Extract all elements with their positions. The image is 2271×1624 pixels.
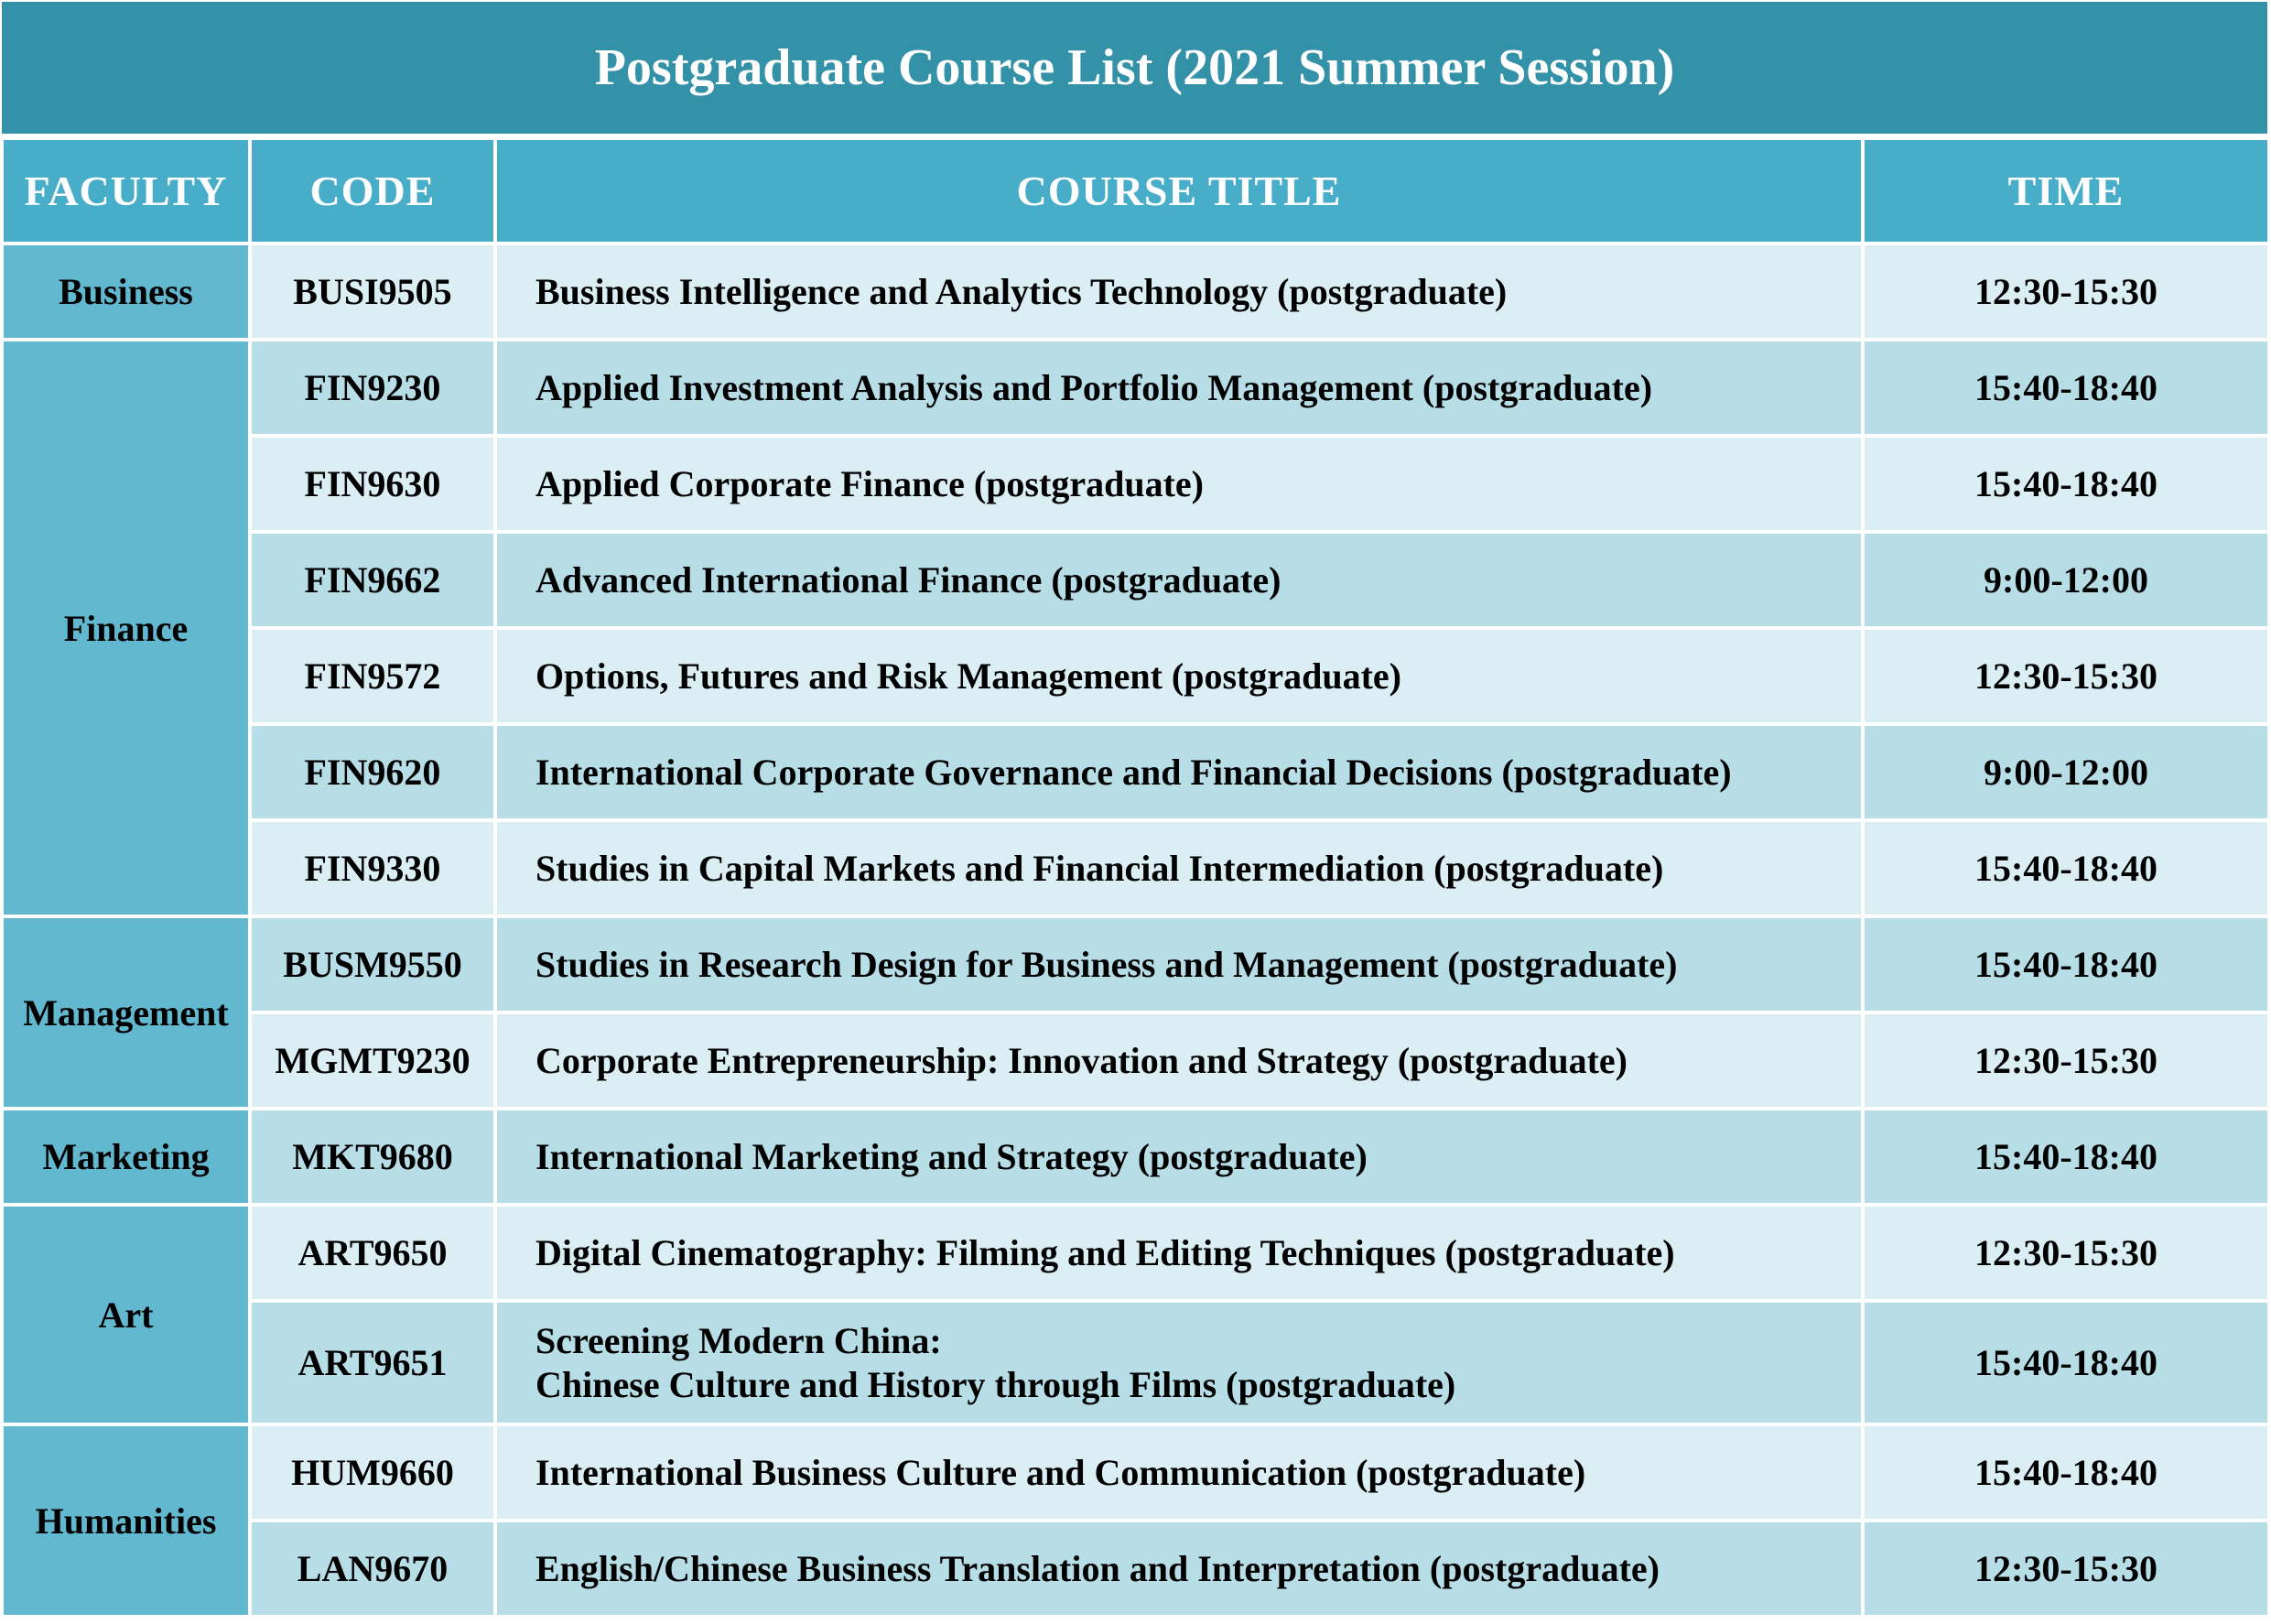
course-time: 15:40-18:40: [1865, 438, 2267, 530]
course-code: FIN9230: [252, 341, 493, 434]
course-time: 9:00-12:00: [1865, 534, 2267, 626]
header-time: TIME: [1865, 140, 2267, 242]
course-title: Applied Corporate Finance (postgraduate): [497, 438, 1861, 530]
course-code: MKT9680: [252, 1110, 493, 1203]
course-time: 15:40-18:40: [1865, 918, 2267, 1011]
course-title: Studies in Research Design for Business and Management (postgraduate): [497, 918, 1861, 1011]
header-code: CODE: [252, 140, 493, 242]
course-code: HUM9660: [252, 1426, 493, 1519]
faculty-business: Business: [4, 245, 248, 338]
course-title: [497, 1303, 1861, 1423]
table-row: [4, 245, 2267, 338]
table-row: [4, 1522, 2267, 1615]
table-row: [4, 1426, 2267, 1519]
table-row: [4, 1014, 2267, 1107]
course-time: 12:30-15:30: [1865, 1014, 2267, 1107]
faculty-art: Art: [4, 1207, 248, 1423]
course-code: BUSI9505: [252, 245, 493, 338]
table-row: [4, 534, 2267, 626]
course-code: ART9651: [252, 1303, 493, 1423]
table-row: [4, 918, 2267, 1011]
course-time: 9:00-12:00: [1865, 726, 2267, 818]
course-time: 12:30-15:30: [1865, 245, 2267, 338]
page-title: Postgraduate Course List (2021 Summer Session): [2, 2, 2267, 134]
course-time: 15:40-18:40: [1865, 1303, 2267, 1423]
course-title-line: Screening Modern China:: [535, 1319, 942, 1361]
table-row: [4, 1110, 2267, 1203]
course-code: FIN9662: [252, 534, 493, 626]
faculty-humanities: Humanities: [4, 1426, 248, 1615]
course-title: Corporate Entrepreneurship: Innovation and Strategy (postgraduate): [497, 1014, 1861, 1107]
course-code: ART9650: [252, 1207, 493, 1299]
course-code: MGMT9230: [252, 1014, 493, 1107]
course-title: International Corporate Governance and Financial Decisions (postgraduate): [497, 726, 1861, 818]
header-faculty: FACULTY: [4, 140, 248, 242]
course-code: FIN9330: [252, 822, 493, 915]
header-course-title: COURSE TITLE: [497, 140, 1861, 242]
course-time: 12:30-15:30: [1865, 630, 2267, 722]
course-table: [0, 136, 2271, 1619]
course-time: 15:40-18:40: [1865, 341, 2267, 434]
course-time: 15:40-18:40: [1865, 822, 2267, 915]
course-time: 12:30-15:30: [1865, 1522, 2267, 1615]
course-time: 12:30-15:30: [1865, 1207, 2267, 1299]
course-title: International Business Culture and Communication (postgraduate): [497, 1426, 1861, 1519]
faculty-management: Management: [4, 918, 248, 1107]
course-title: Options, Futures and Risk Management (postgraduate): [497, 630, 1861, 722]
course-code: FIN9572: [252, 630, 493, 722]
course-title: Studies in Capital Markets and Financial Intermediation (postgraduate): [497, 822, 1861, 915]
table-header-row: [4, 140, 2267, 242]
faculty-finance: Finance: [4, 341, 248, 915]
faculty-marketing: Marketing: [4, 1110, 248, 1203]
table-row: [4, 438, 2267, 530]
table-row: [4, 726, 2267, 818]
course-title: Digital Cinematography: Filming and Editing Techniques (postgraduate): [497, 1207, 1861, 1299]
course-code: LAN9670: [252, 1522, 493, 1615]
course-code: BUSM9550: [252, 918, 493, 1011]
table-row: [4, 822, 2267, 915]
course-title: English/Chinese Business Translation and Interpretation (postgraduate): [497, 1522, 1861, 1615]
course-time: 15:40-18:40: [1865, 1426, 2267, 1519]
course-time: 15:40-18:40: [1865, 1110, 2267, 1203]
course-code: FIN9630: [252, 438, 493, 530]
course-title: International Marketing and Strategy (postgraduate): [497, 1110, 1861, 1203]
course-title: Business Intelligence and Analytics Technology (postgraduate): [497, 245, 1861, 338]
table-row: [4, 1303, 2267, 1423]
course-title-line: Chinese Culture and History through Films (postgraduate): [535, 1363, 1456, 1405]
table-row: [4, 1207, 2267, 1299]
table-row: [4, 630, 2267, 722]
course-title: Advanced International Finance (postgraduate): [497, 534, 1861, 626]
table-row: [4, 341, 2267, 434]
course-code: FIN9620: [252, 726, 493, 818]
course-title: Applied Investment Analysis and Portfolio Management (postgraduate): [497, 341, 1861, 434]
